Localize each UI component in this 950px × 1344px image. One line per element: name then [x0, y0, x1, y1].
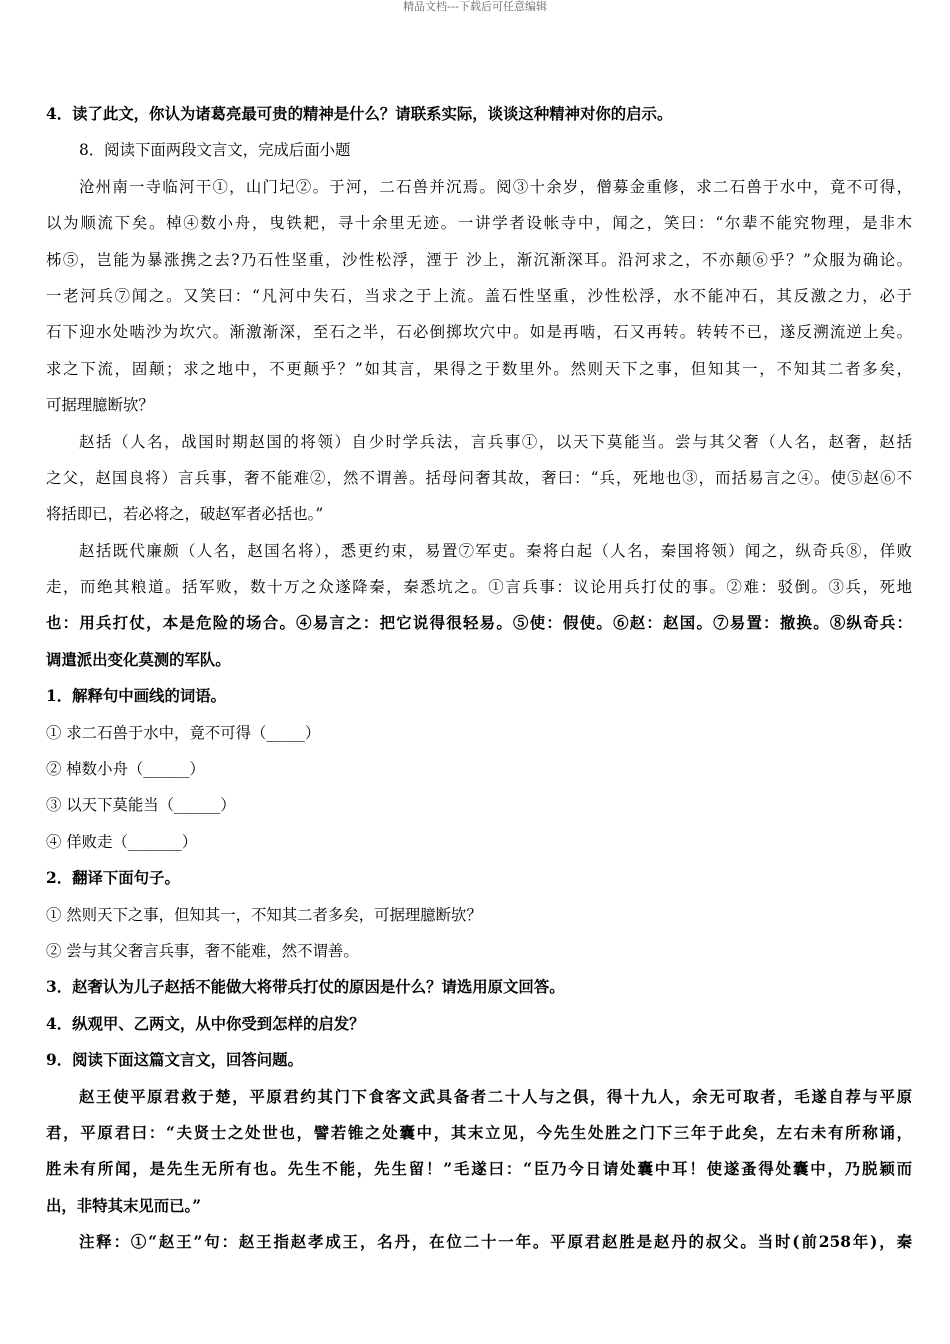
- text-line: 将括即已，若必将之，破赵军者必括也。”: [46, 505, 324, 524]
- text-line: 2．翻译下面句子。: [46, 869, 180, 888]
- text-line: ③ 以天下莫能当（______）: [46, 796, 236, 815]
- text-line: 注释：①“赵王”句：赵王指赵孝成王，名丹，在位二十一年。平原君赵胜是赵丹的叔父。当时(前258年)，秦: [79, 1233, 912, 1252]
- text-line: 可据理臆断欤？: [46, 396, 154, 415]
- page-header: 精品文档---下载后可任意编辑: [403, 0, 547, 13]
- text-line: 8．阅读下面两段文言文，完成后面小题: [79, 141, 351, 160]
- text-line: 4．纵观甲、乙两文，从中你受到怎样的启发？: [46, 1014, 365, 1033]
- text-line: 胜未有所闻，是先生无所有也。先生不能，先生留！”毛遂曰：“臣乃今日请处囊中耳！使遂蚤得处囊中，乃脱颖而: [46, 1160, 912, 1179]
- text-line: 调遣派出变化莫测的军队。: [46, 650, 231, 669]
- document-body: [46, 96, 912, 1261]
- text-line: 走，而绝其粮道。括军败，数十万之众遂降秦，秦悉坑之。①言兵事：议论用兵打仗的事。②难：驳倒。③兵，死地: [46, 578, 912, 597]
- text-line: 求之下流，固颠；求之地中，不更颠乎？”如其言，果得之于数里外。然则天下之事，但知其一，不知其二者多矣，: [46, 359, 912, 378]
- text-line: 赵括（人名，战国时期赵国的将领）自少时学兵法，言兵事①，以天下莫能当。尝与其父奢（人名，赵奢，赵括: [79, 432, 912, 451]
- text-line: ② 棹数小舟（______）: [46, 760, 205, 779]
- text-line: ④ 佯败走（_______）: [46, 832, 198, 851]
- text-line: 也：用兵打仗，本是危险的场合。④易言之：把它说得很轻易。⑤使：假使。⑥赵：赵国。⑦易置：撤换。⑧纵奇兵：: [46, 614, 912, 633]
- text-line: 一老河兵⑦闻之。又笑曰：“凡河中失石，当求之于上流。盖石性坚重，沙性松浮，水不能冲石，其反激之力，必于: [46, 286, 912, 305]
- text-line: 1．解释句中画线的词语。: [46, 687, 227, 706]
- text-line: 3．赵奢认为儿子赵括不能做大将带兵打仗的原因是什么？请选用原文回答。: [46, 978, 565, 997]
- text-line: 之父，赵国良将）言兵事，奢不能难②，然不谓善。括母问奢其故，奢曰：“兵，死地也③，而括易言之④。使⑤赵⑥不: [46, 468, 912, 487]
- text-line: 4．读了此文，你认为诸葛亮最可贵的精神是什么？请联系实际，谈谈这种精神对你的启示。: [46, 105, 673, 123]
- text-line: 君，平原君曰：“夫贤士之处世也，譬若锥之处囊中，其末立见，今先生处胜之门下三年于此矣，左右未有所称诵，: [46, 1123, 912, 1142]
- text-line: 以为顺流下矣。棹④数小舟，曳铁耙，寻十余里无迹。一讲学者设帐寺中，闻之，笑曰：“尔辈不能究物理，是非木: [46, 214, 912, 233]
- text-line: ① 然则天下之事，但知其一，不知其二者多矣，可据理臆断欤？: [46, 905, 482, 924]
- text-line: 石下迎水处啮沙为坎穴。渐激渐深，至石之半，石必倒掷坎穴中。如是再啮，石又再转。转转不已，遂反溯流逆上矣。: [46, 323, 912, 342]
- text-line: 出，非特其末见而已。”: [46, 1196, 202, 1215]
- text-line: ② 尝与其父奢言兵事，奢不能难，然不谓善。: [46, 941, 359, 960]
- text-line: ① 求二石兽于水中，竟不可得（_____）: [46, 723, 321, 742]
- text-line: 柹⑤，岂能为暴涨携之去?乃石性坚重，沙性松浮，湮于 沙上，渐沉渐深耳。沿河求之，不亦颠⑥乎？”众服为确论。: [46, 250, 912, 269]
- text-line: 赵括既代廉颇（人名，赵国名将），悉更约束，易置⑦军吏。秦将白起（人名，秦国将领）闻之，纵奇兵⑧，佯败: [79, 541, 912, 560]
- text-line: 沧州南一寺临河干①，山门圮②。于河，二石兽并沉焉。阅③十余岁，僧募金重修，求二石兽于水中，竟不可得，: [79, 177, 912, 196]
- text-line: 赵王使平原君救于楚，平原君约其门下食客文武具备者二十人与之俱，得十九人，余无可取者，毛遂自荐与平原: [79, 1087, 912, 1106]
- text-line: 9．阅读下面这篇文言文，回答问题。: [46, 1051, 303, 1070]
